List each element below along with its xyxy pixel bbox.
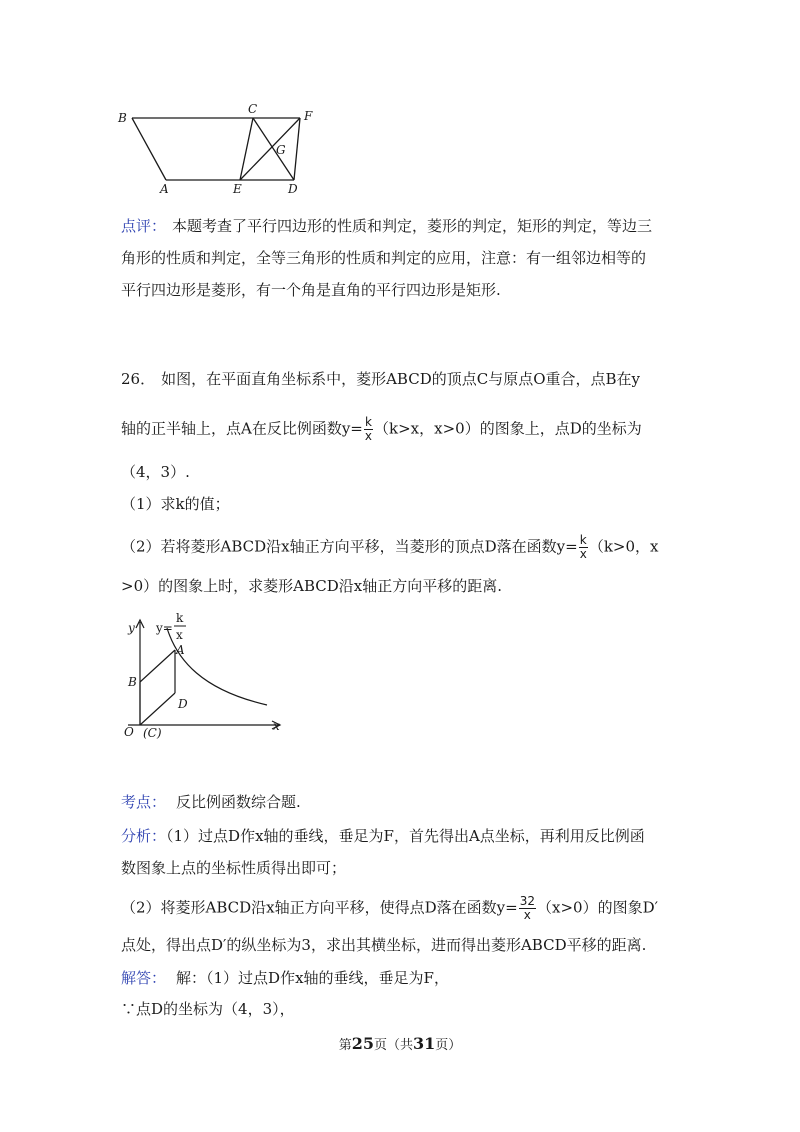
footer-middle: 页（共	[373, 1038, 413, 1053]
fenxi-line-2: 数图象上点的坐标性质得出即可；	[121, 859, 347, 877]
problem-line-1	[121, 369, 640, 389]
axis-y-label: y	[128, 621, 135, 635]
footer-page-number: 25	[351, 1034, 374, 1053]
frac-den: x	[579, 547, 587, 561]
fraction-k-over-x	[364, 416, 373, 443]
label-E: E	[233, 182, 242, 196]
fenxi-line-4: 点处，得出点D′的纵坐标为3，求出其横坐标，进而得出菱形ABCD平移的距离.	[121, 936, 647, 954]
label-A: A	[176, 643, 185, 657]
frac-num: k	[364, 415, 372, 429]
kaodian-line	[121, 792, 301, 812]
label-D: D	[178, 697, 188, 711]
label-G: G	[276, 143, 286, 157]
comment-text-1: 本题考查了平行四边形的性质和判定，菱形的判定，矩形的判定，等边三	[172, 217, 653, 235]
comment-line-1	[121, 216, 652, 236]
footer-prefix: 第	[338, 1038, 352, 1053]
label-B: B	[128, 675, 137, 689]
axis-x-label: x	[273, 719, 280, 733]
label-C: C	[248, 102, 258, 116]
problem-text-2a: 轴的正半轴上，点A在反比例函数y=	[121, 419, 363, 438]
fenxi-label: 分析：	[121, 827, 167, 845]
jieda-label: 解答：	[121, 969, 167, 987]
frac-num: k	[579, 533, 587, 547]
problem-number: 26．	[121, 370, 156, 388]
fraction-32-over-x	[519, 895, 536, 922]
jieda-line-2: ∵点D的坐标为（4，3），	[121, 1000, 295, 1018]
fenxi-line-3	[121, 895, 658, 922]
label-B: B	[118, 111, 127, 125]
problem-line-3: （4，3）.	[121, 463, 190, 481]
q2-text-b: （k>0，x	[588, 537, 659, 556]
func-den: x	[176, 628, 183, 642]
figure-coordinate-plane	[112, 610, 292, 745]
problem-text-1: 如图，在平面直角坐标系中，菱形ABCD的顶点C与原点O重合，点B在y	[161, 370, 641, 388]
kaodian-text: 反比例函数综合题.	[176, 793, 301, 811]
figure-parallelogram	[116, 100, 326, 200]
frac-den: x	[364, 429, 372, 443]
comment-line-3: 平行四边形是菱形，有一个角是直角的平行四边形是矩形.	[121, 281, 501, 299]
func-prefix: y=	[156, 621, 173, 635]
problem-question-1: （1）求k的值；	[121, 495, 230, 513]
jieda-text-1: 解：（1）过点D作x轴的垂线，垂足为F，	[176, 969, 449, 987]
fraction-k-over-x-2	[579, 534, 588, 561]
comment-line-2: 角形的性质和判定，全等三角形的性质和判定的应用，注意：有一组邻边相等的	[121, 249, 647, 267]
jieda-line-1	[121, 968, 449, 988]
label-A: A	[160, 182, 169, 196]
kaodian-label: 考点：	[121, 793, 167, 811]
footer-total-pages: 31	[413, 1034, 436, 1053]
problem-question-2	[121, 534, 659, 561]
problem-text-2b: （k>x，x>0）的图象上，点D的坐标为	[374, 419, 642, 438]
fenxi-text-3b: （x>0）的图象D′	[537, 898, 659, 917]
func-num: k	[176, 611, 184, 625]
problem-question-2-line-2: >0）的图象上时，求菱形ABCD沿x轴正方向平移的距离.	[121, 577, 502, 595]
page-footer	[0, 1034, 800, 1053]
label-F: F	[304, 109, 313, 123]
footer-suffix: 页）	[435, 1038, 462, 1053]
problem-line-2	[121, 416, 642, 443]
label-O: O	[124, 725, 134, 739]
comment-label: 点评：	[121, 217, 167, 235]
fenxi-text-1: （1）过点D作x轴的垂线，垂足为F，首先得出A点坐标，再利用反比例函	[166, 827, 645, 845]
fenxi-line-1	[121, 826, 645, 846]
q2-text-a: （2）若将菱形ABCD沿x轴正方向平移，当菱形的顶点D落在函数y=	[121, 537, 578, 556]
label-D: D	[288, 182, 298, 196]
frac-den: x	[523, 908, 531, 922]
frac-num: 32	[519, 894, 535, 908]
label-C: (C)	[143, 726, 162, 740]
fenxi-text-3a: （2）将菱形ABCD沿x轴正方向平移，使得点D落在函数y=	[121, 898, 518, 917]
